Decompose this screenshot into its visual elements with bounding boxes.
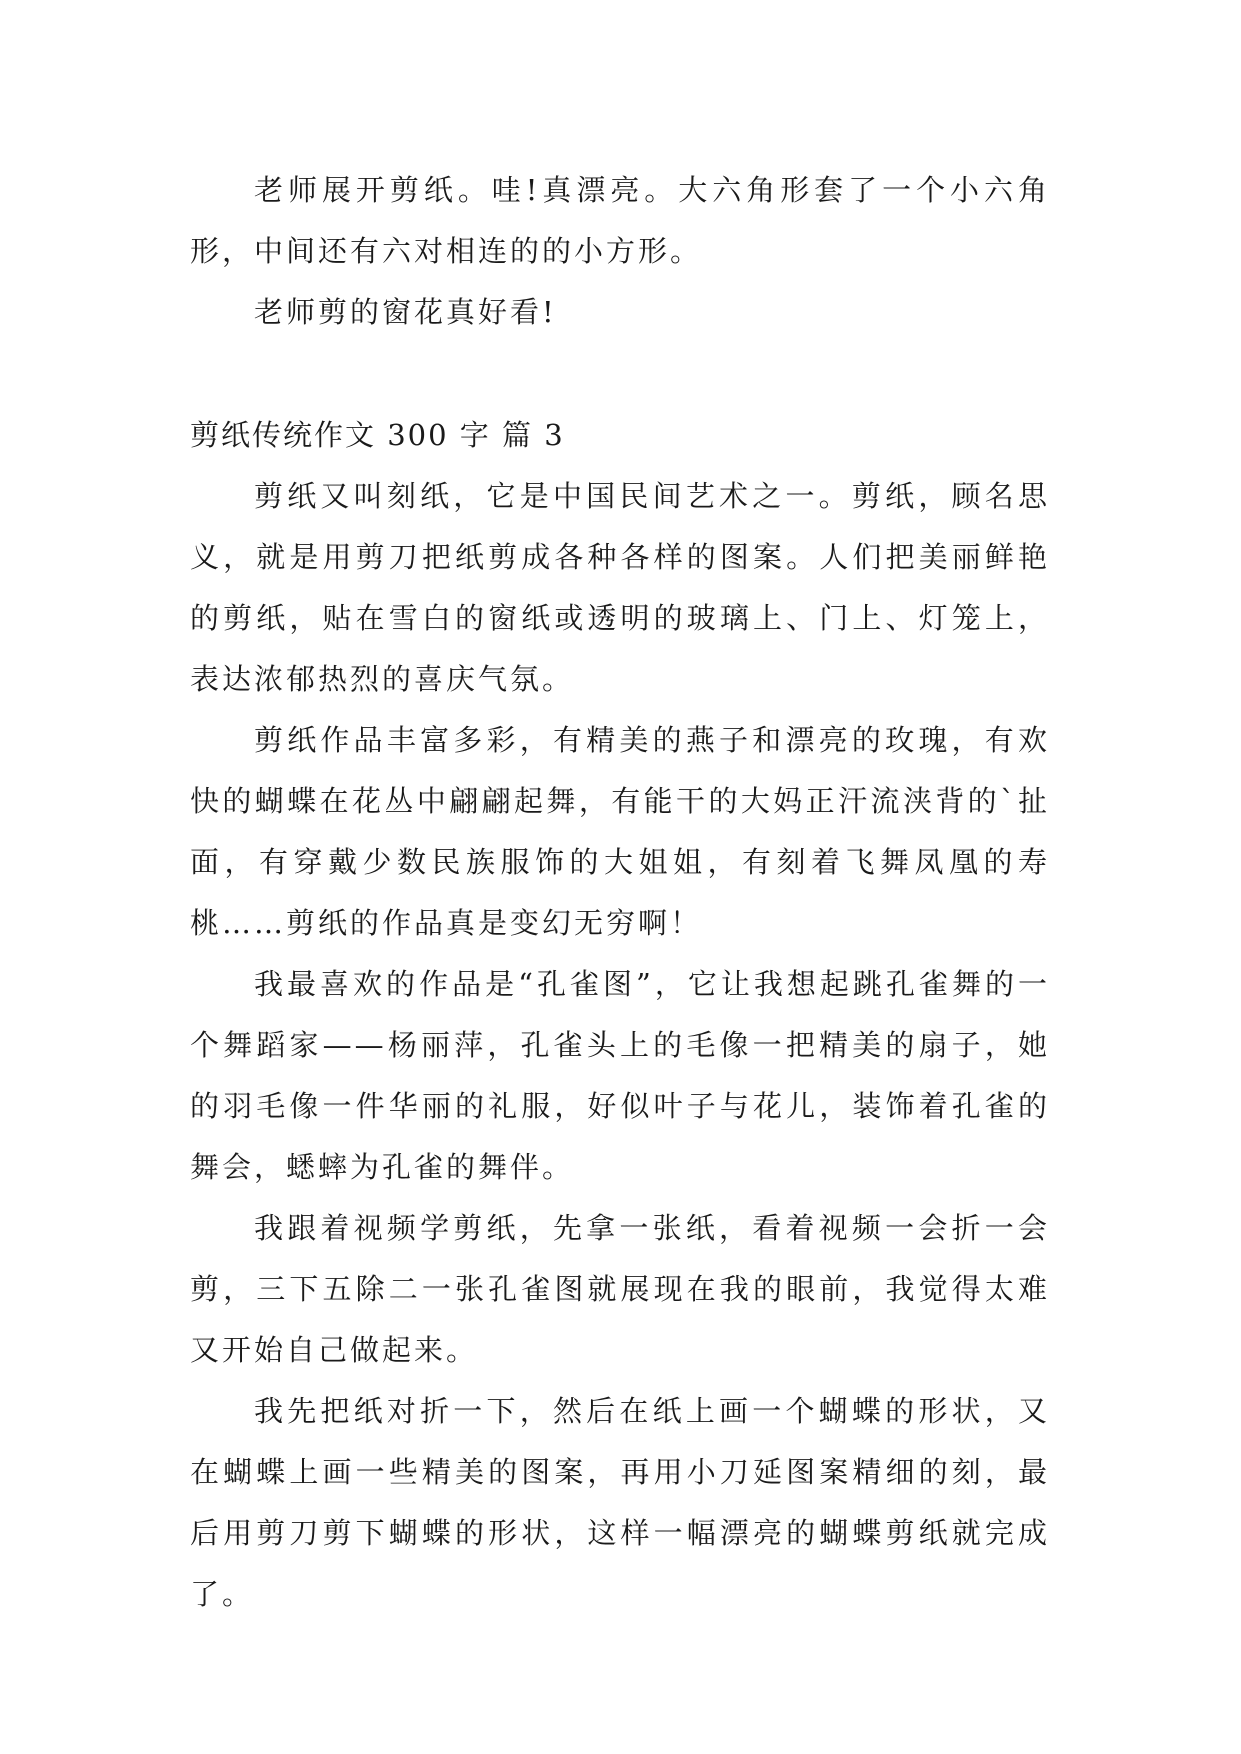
paragraph: 我最喜欢的作品是“孔雀图”，它让我想起跳孔雀舞的一个舞蹈家——杨丽萍，孔雀头上的毛像一把精美的扇子，她的羽毛像一件华丽的礼服，好似叶子与花儿，装饰着孔雀的舞会，蟋蟀为孔雀的舞伴。 [190,967,1050,1184]
section-heading: 剪纸传统作文 300 字 篇 3 [190,418,565,452]
paragraph: 剪纸又叫刻纸，它是中国民间艺术之一。剪纸，顾名思义，就是用剪刀把纸剪成各种各样的图案。人们把美丽鲜艳的剪纸，贴在雪白的窗纸或透明的玻璃上、门上、灯笼上，表达浓郁热烈的喜庆气氛。 [190,479,1050,696]
paragraph: 剪纸作品丰富多彩，有精美的燕子和漂亮的玫瑰，有欢快的蝴蝶在花丛中翩翩起舞，有能干的大妈正汗流浃背的`扯面，有穿戴少数民族服饰的大姐姐，有刻着飞舞凤凰的寿桃……剪纸的作品真是变幻无穷啊！ [190,723,1050,940]
section-gap [190,343,1050,405]
document-body [190,160,1050,1625]
paragraph: 老师剪的窗花真好看! [254,295,557,329]
paragraph: 我先把纸对折一下，然后在纸上画一个蝴蝶的形状，又在蝴蝶上画一些精美的图案，再用小刀延图案精细的刻，最后用剪刀剪下蝴蝶的形状，这样一幅漂亮的蝴蝶剪纸就完成了。 [190,1394,1050,1611]
paragraph: 我跟着视频学剪纸，先拿一张纸，看着视频一会折一会剪，三下五除二一张孔雀图就展现在我的眼前，我觉得太难又开始自己做起来。 [190,1211,1050,1367]
paragraph: 老师展开剪纸。哇!真漂亮。大六角形套了一个小六角形，中间还有六对相连的的小方形。 [190,173,1050,268]
